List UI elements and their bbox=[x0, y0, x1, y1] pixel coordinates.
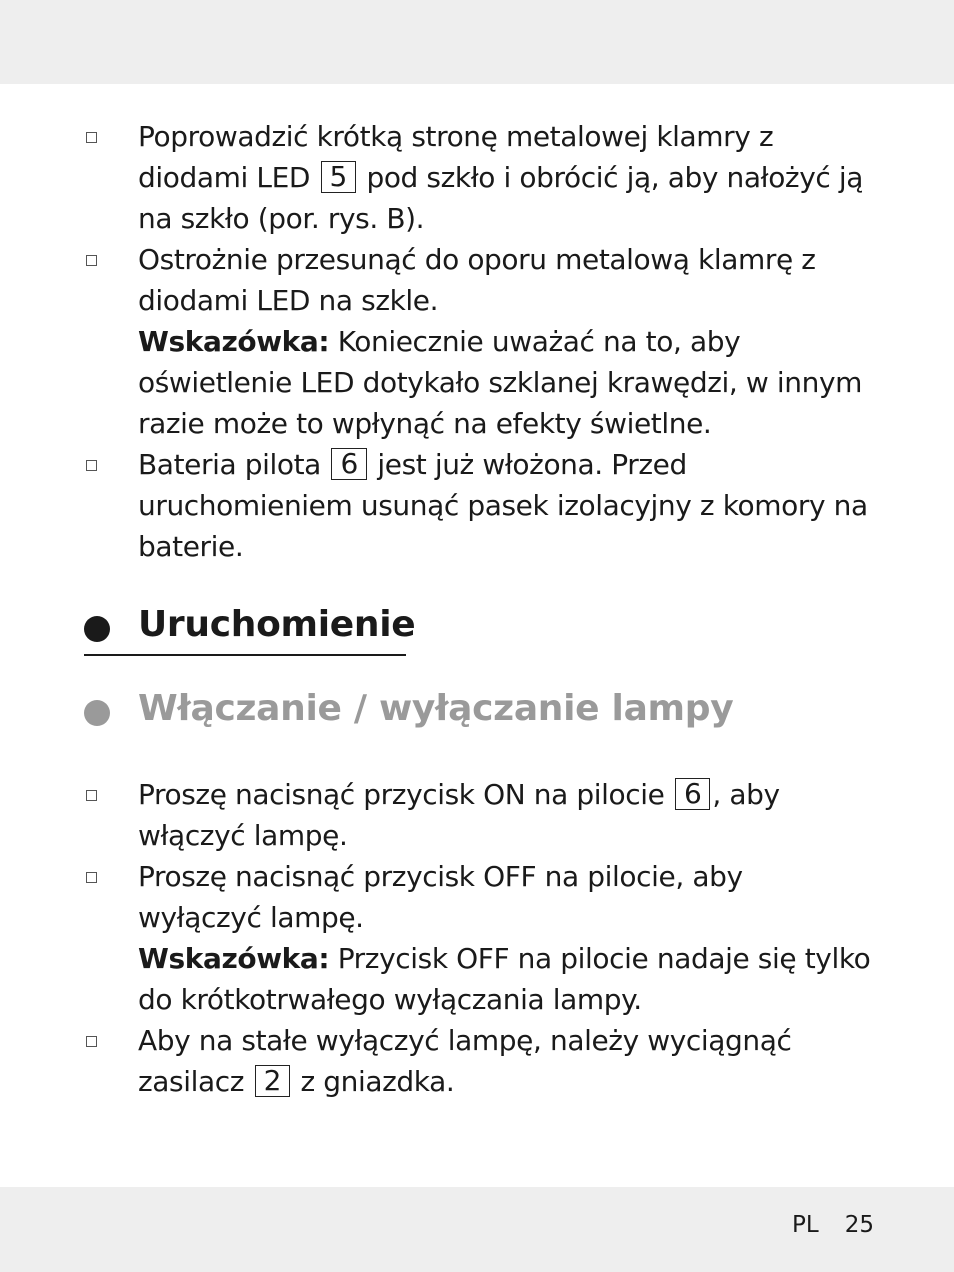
item-text: Poprowadzić krótką stronę metalowej klamry z diodami LED bbox=[138, 120, 774, 194]
page-number: 25 bbox=[844, 1212, 874, 1238]
subsection-heading bbox=[84, 688, 733, 729]
checkbox-bullet-icon bbox=[86, 255, 97, 266]
item-text: pod szkło i obrócić ją, aby nałożyć ją na szkło (por. rys. B). bbox=[138, 161, 864, 235]
checkbox-bullet-icon bbox=[86, 460, 97, 471]
bullet-dot-icon bbox=[84, 700, 110, 726]
language-code: PL bbox=[792, 1212, 819, 1238]
heading-text: Włączanie / wyłączanie lampy bbox=[138, 688, 734, 729]
top-band bbox=[0, 0, 954, 84]
list-item bbox=[0, 116, 873, 239]
page-footer bbox=[792, 1212, 874, 1238]
checkbox-bullet-icon bbox=[86, 132, 97, 143]
note-text: Koniecznie uważać na to, aby oświetlenie LED dotykało szklanej krawędzi, w innym razie może to wpłynąć na efekty świetlne. bbox=[138, 325, 863, 440]
list-item bbox=[0, 239, 873, 444]
item-text: Bateria pilota bbox=[138, 448, 330, 481]
note-label: Wskazówka: bbox=[138, 325, 330, 358]
note bbox=[138, 938, 873, 1020]
checkbox-bullet-icon bbox=[86, 872, 97, 883]
item-text: z gniazdka. bbox=[291, 1065, 455, 1098]
list-item bbox=[0, 856, 873, 1020]
item-text: , aby włączyć lampę. bbox=[138, 778, 780, 852]
item-text: Ostrożnie przesunąć do oporu metalową klamrę z diodami LED na szkle. bbox=[138, 243, 816, 317]
heading-underline bbox=[84, 654, 406, 656]
item-text: Aby na stałe wyłączyć lampę, należy wyciągnąć zasilacz bbox=[138, 1024, 792, 1098]
item-text: jest już włożona. Przed uruchomieniem usunąć pasek izolacyjny z komory na baterie. bbox=[138, 448, 868, 563]
list-item bbox=[0, 444, 873, 567]
list-item bbox=[0, 1020, 873, 1102]
part-number-ref: 6 bbox=[331, 448, 366, 480]
item-text: Proszę nacisnąć przycisk OFF na pilocie, aby wyłączyć lampę. bbox=[138, 860, 743, 934]
item-text: Proszę nacisnąć przycisk ON na pilocie bbox=[138, 778, 673, 811]
heading-text: Uruchomienie bbox=[138, 604, 416, 645]
checkbox-bullet-icon bbox=[86, 1036, 97, 1047]
checkbox-bullet-icon bbox=[86, 790, 97, 801]
instruction-list-2 bbox=[0, 774, 954, 1102]
part-number-ref: 5 bbox=[321, 161, 356, 193]
note-text: Przycisk OFF na pilocie nadaje się tylko do krótkotrwałego wyłączania lampy. bbox=[138, 942, 871, 1016]
instruction-list-1 bbox=[0, 116, 954, 567]
bullet-dot-icon bbox=[84, 616, 110, 642]
part-number-ref: 6 bbox=[675, 778, 710, 810]
section-heading bbox=[84, 604, 415, 645]
note-label: Wskazówka: bbox=[138, 942, 330, 975]
part-number-ref: 2 bbox=[255, 1065, 290, 1097]
list-item bbox=[0, 774, 873, 856]
note bbox=[138, 321, 873, 444]
